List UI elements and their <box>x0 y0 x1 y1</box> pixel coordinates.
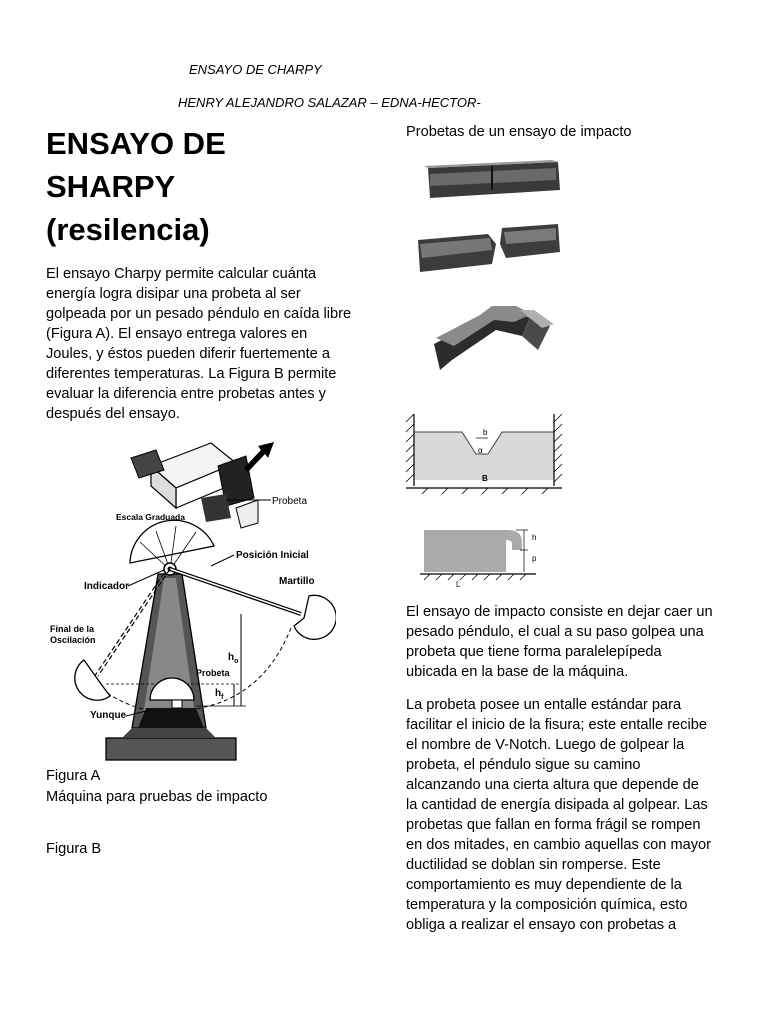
label-alpha: α <box>478 446 483 455</box>
text-line: El ensayo Charpy permite calcular cuánta <box>46 266 317 282</box>
text-line: probetas que fallan en forma frágil se rompen <box>406 817 701 833</box>
text-line: diferentes temperaturas. La Figura B permite <box>46 366 337 382</box>
text-line: golpeada por un pesado péndulo en caída libre <box>46 306 352 322</box>
text-line: energía logra disipar una probeta al ser <box>46 286 301 302</box>
bent-profile-diagram <box>416 520 556 588</box>
text-line: evaluar la diferencia entre probetas antes y <box>46 386 326 402</box>
text-line: probeta, el péndulo sigue su camino <box>406 757 641 773</box>
text-line: La probeta posee un entalle estándar para <box>406 697 682 713</box>
label-b: b <box>483 428 488 437</box>
text-line: obliga a realizar el ensayo con probetas a <box>406 917 677 933</box>
text-line: probeta que tiene forma paralelepípeda <box>406 644 662 660</box>
specimen-photos <box>410 160 570 400</box>
intact-specimen <box>424 160 560 198</box>
label-escala-graduada: Escala Graduada <box>116 512 185 522</box>
text-line: el nombre de V-Notch. Luego de golpear la <box>406 737 685 753</box>
figure-b-caption: Figura B <box>46 841 102 857</box>
text-line: (Figura A). El ensayo entrega valores en <box>46 326 308 342</box>
text-line: después del ensayo. <box>46 406 180 422</box>
text-line: El ensayo de impacto consiste en dejar caer un <box>406 604 713 620</box>
document-header-authors: HENRY ALEJANDRO SALAZAR – EDNA-HECTOR- <box>178 95 481 110</box>
text-line: pesado péndulo, el cual a su paso golpea una <box>406 624 704 640</box>
label-martillo: Martillo <box>279 576 315 587</box>
label-big-b: B <box>482 474 488 483</box>
label-yunque: Yunque <box>90 710 127 721</box>
text-line: la cantidad de energía disipada al golpear. Las <box>406 797 708 813</box>
notch-paragraph <box>406 695 746 935</box>
title-line: (resilencia) <box>46 212 210 247</box>
bent-specimen <box>434 306 554 370</box>
document-header-title: ENSAYO DE CHARPY <box>189 62 322 77</box>
text-line: facilitar el inicio de la fisura; este entalle recibe <box>406 717 707 733</box>
intro-paragraph <box>46 264 376 424</box>
text-line: temperatura y la composición química, esto <box>406 897 688 913</box>
text-line: en dos mitades, en cambio aquellas con mayor <box>406 837 712 853</box>
impact-paragraph <box>406 602 746 682</box>
hammer-initial <box>294 595 336 639</box>
figure-b-heading: Probetas de un ensayo de impacto <box>406 124 632 140</box>
figure-a-subcaption: Máquina para pruebas de impacto <box>46 789 268 805</box>
page-title <box>46 122 326 251</box>
figure-a-caption: Figura A <box>46 768 101 784</box>
text-line: ubicada en la base de la máquina. <box>406 664 629 680</box>
text-line: ductilidad se doblan sin romperse. Este <box>406 857 661 873</box>
label-indicador: Indicador <box>84 581 130 592</box>
text-line: alcanzando una cierta altura que depende de <box>406 777 699 793</box>
v-notch-diagram <box>402 410 572 494</box>
fractured-specimen <box>418 224 560 272</box>
label-probeta-top: Probeta <box>272 496 308 507</box>
label-final-oscilacion-1: Final de la <box>50 624 95 634</box>
machine-base <box>106 738 236 760</box>
label-probeta-low: Probeta <box>196 668 230 678</box>
label-hf: $h_f$ <box>215 688 224 701</box>
label-posicion-inicial: Posición Inicial <box>236 550 309 561</box>
label-p: p <box>532 554 537 563</box>
title-line: SHARPY <box>46 169 176 204</box>
title-line: ENSAYO DE <box>46 126 226 161</box>
label-l: L <box>456 580 461 588</box>
label-final-oscilacion-2: Oscilación <box>50 635 96 645</box>
charpy-machine-figure <box>46 438 336 768</box>
text-line: comportamiento es muy dependiente de la <box>406 877 682 893</box>
label-h: h <box>532 533 537 542</box>
label-h0: $h_o$ <box>228 652 239 665</box>
text-line: Joules, y éstos pueden diferir fuertemente a <box>46 346 330 362</box>
impact-arrow-icon <box>244 442 274 472</box>
